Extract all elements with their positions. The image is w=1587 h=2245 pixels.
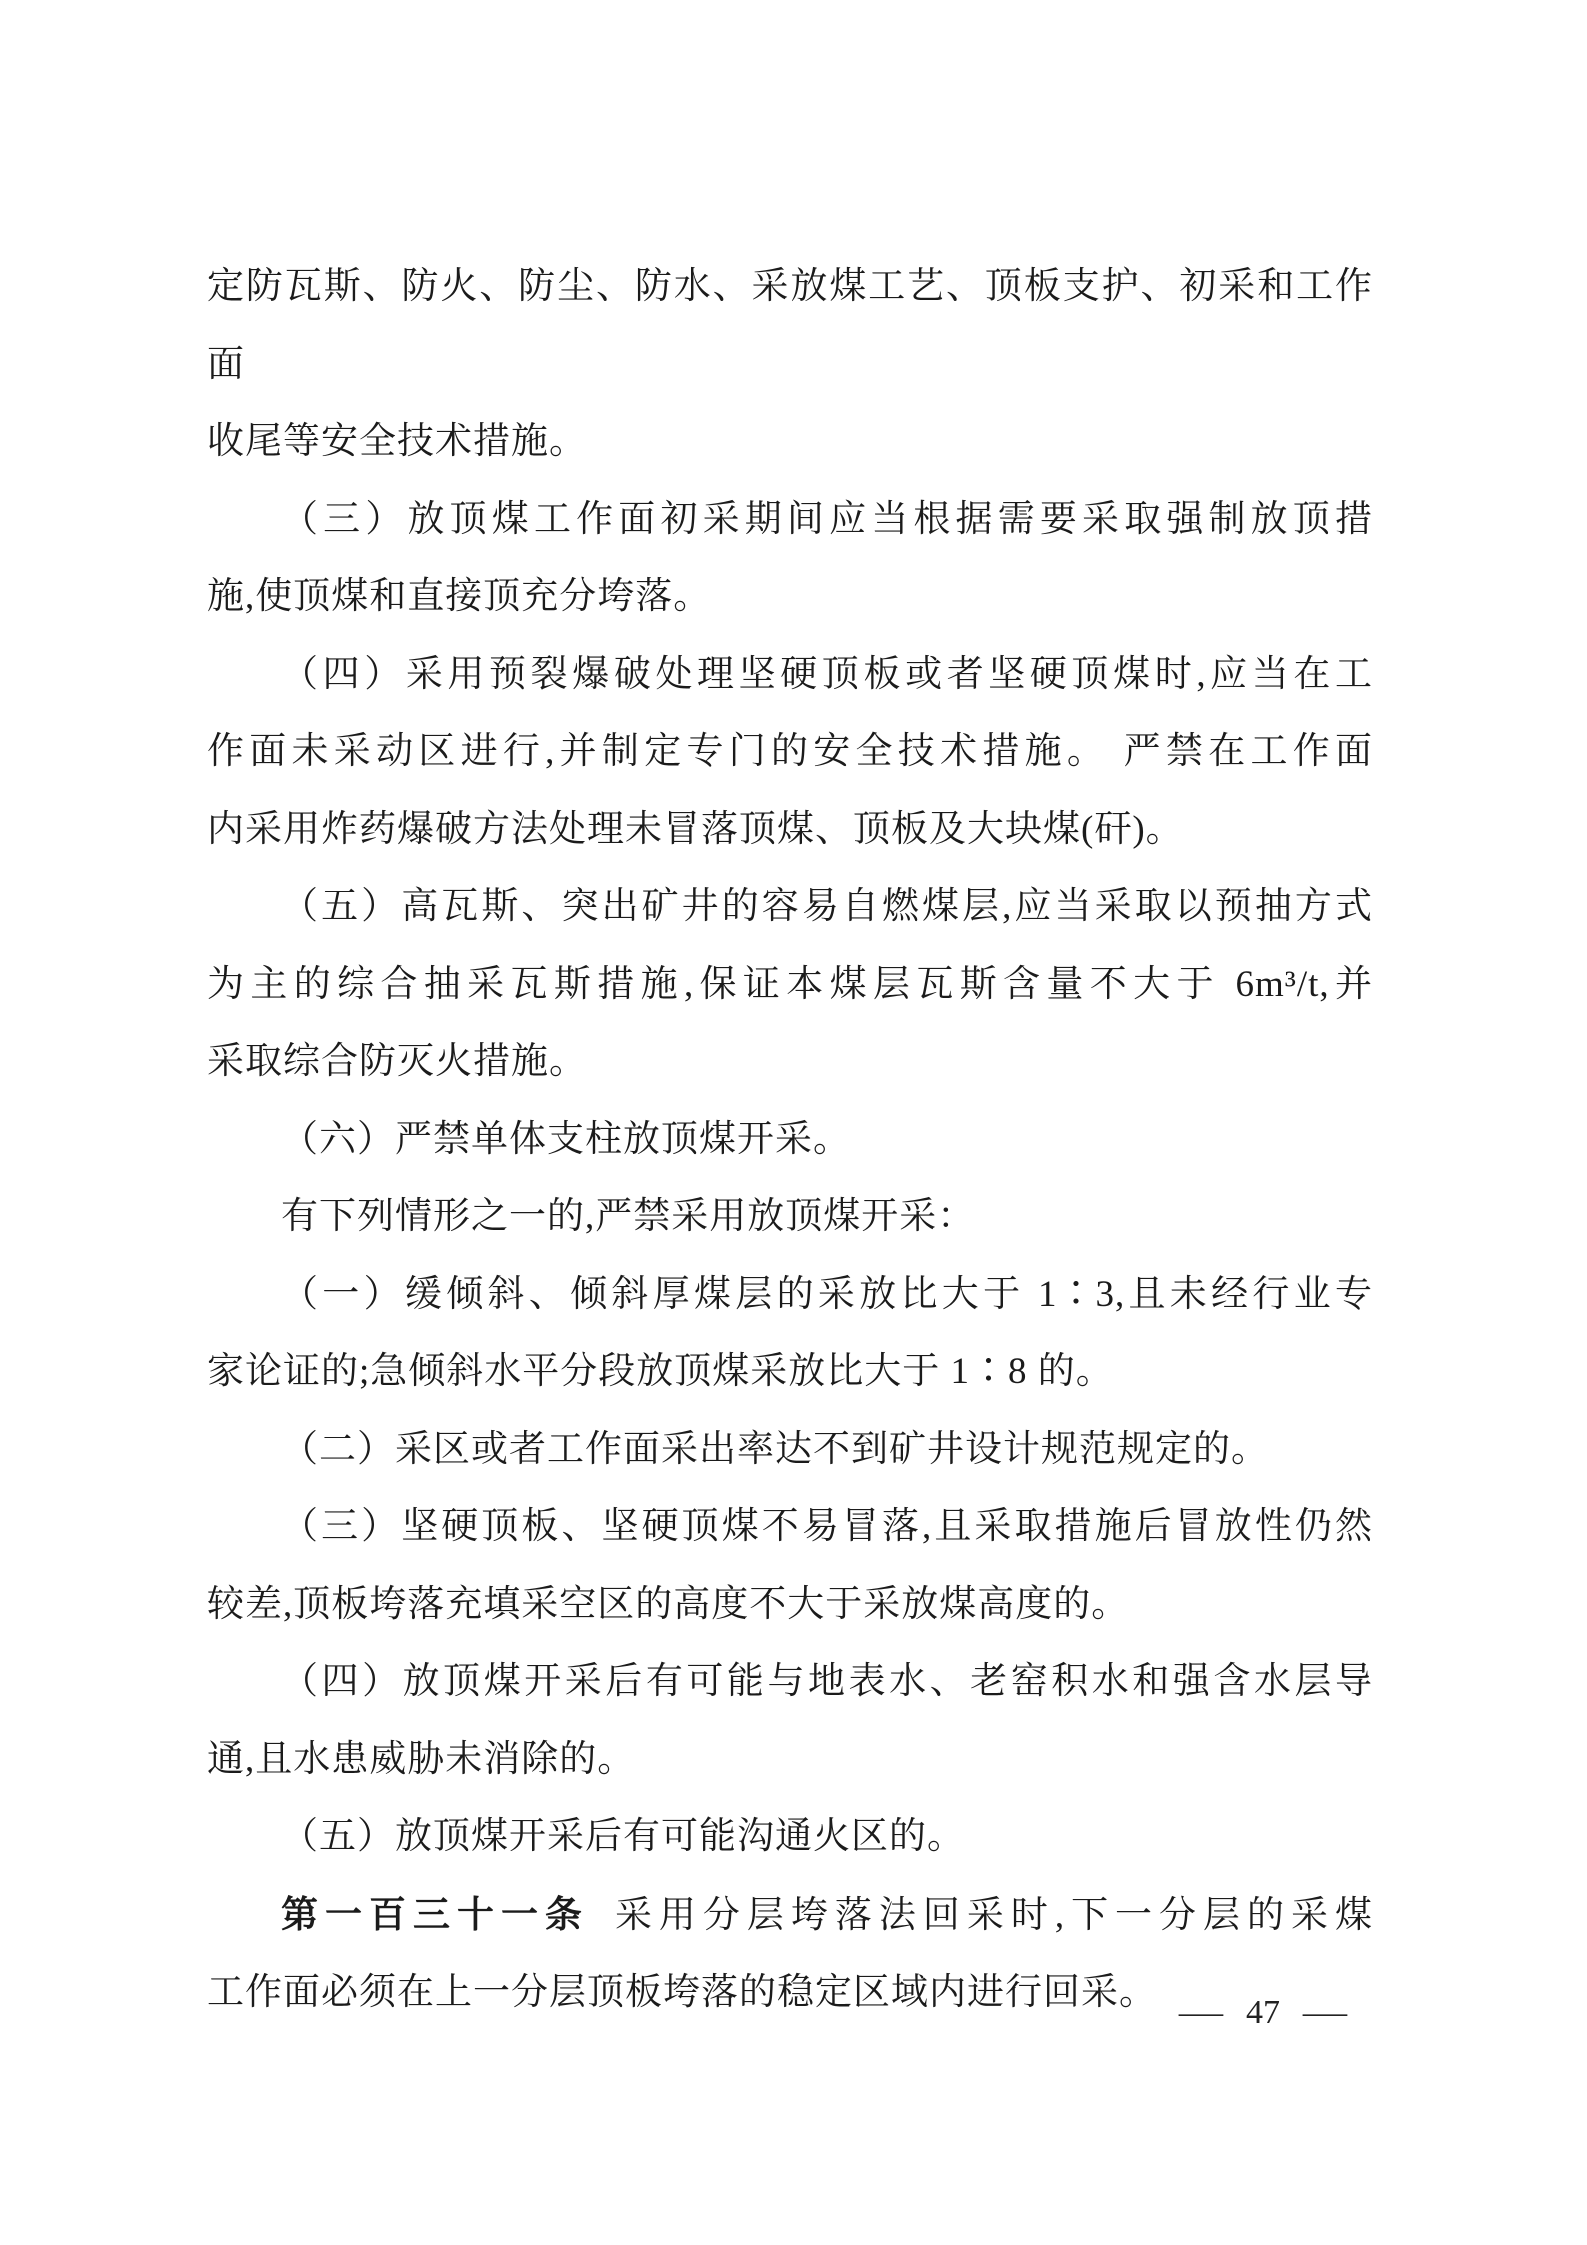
text-line: （三）放顶煤工作面初采期间应当根据需要采取强制放顶措 (281, 498, 1373, 540)
article-line (207, 1876, 1373, 1955)
text-line: 工作面必须在上一分层顶板垮落的稳定区域内进行回采。 (207, 1972, 1157, 2013)
text-line: 收尾等安全技术措施。 (207, 421, 587, 462)
text-line: 通,且水患威胁未消除的。 (207, 1738, 636, 1780)
text-line: 施,使顶煤和直接顶充分垮落。 (207, 576, 712, 617)
text-line: （二）采区或者工作面采出率达不到矿井设计规范规定的。 (281, 1428, 1269, 1470)
text-line: （五）放顶煤开采后有可能沟通火区的。 (281, 1816, 965, 1857)
text-line: （六）严禁单体支柱放顶煤开采。 (281, 1118, 851, 1160)
footer-dash-right: — (1302, 1994, 1348, 2031)
text-line: 较差,顶板垮落充填采空区的高度不大于采放煤高度的。 (207, 1583, 1130, 1625)
text-line: 采取综合防灭火措施。 (207, 1041, 587, 1082)
text-line: 家论证的;急倾斜水平分段放顶煤采放比大于 1∶8 的。 (207, 1351, 1114, 1392)
text-line: （四）采用预裂爆破处理坚硬顶板或者坚硬顶煤时,应当在工 (281, 653, 1373, 695)
text-line: 为主的综合抽采瓦斯措施,保证本煤层瓦斯含量不大于 6m³/t,并 (207, 963, 1373, 1005)
text-line: （五）高瓦斯、突出矿井的容易自燃煤层,应当采取以预抽方式 (281, 886, 1373, 927)
body-text (207, 248, 1373, 2032)
text-line: 定防瓦斯、防火、防尘、防水、采放煤工艺、顶板支护、初采和工作面 (207, 266, 1373, 385)
footer-dash-left: — (1178, 1994, 1224, 2031)
text-line: 作面未采动区进行,并制定专门的安全技术措施。 严禁在工作面 (207, 731, 1373, 772)
article-number: 第一百三十一条 (281, 1893, 589, 1935)
text-line: 内采用炸药爆破方法处理未冒落顶煤、顶板及大块煤(矸)。 (207, 808, 1184, 850)
page-number (1178, 1994, 1348, 2032)
text-line: （一）缓倾斜、倾斜厚煤层的采放比大于 1∶3,且未经行业专 (281, 1273, 1373, 1315)
text-line: 有下列情形之一的,严禁采用放顶煤开采： (281, 1196, 976, 1237)
text-line: （三）坚硬顶板、坚硬顶煤不易冒落,且采取措施后冒放性仍然 (281, 1506, 1373, 1547)
text-line: （四）放顶煤开采后有可能与地表水、老窑积水和强含水层导 (281, 1661, 1373, 1702)
footer-page-number: 47 (1246, 1994, 1280, 2031)
article-text: 采用分层垮落法回采时,下一分层的采煤 (614, 1894, 1374, 1936)
